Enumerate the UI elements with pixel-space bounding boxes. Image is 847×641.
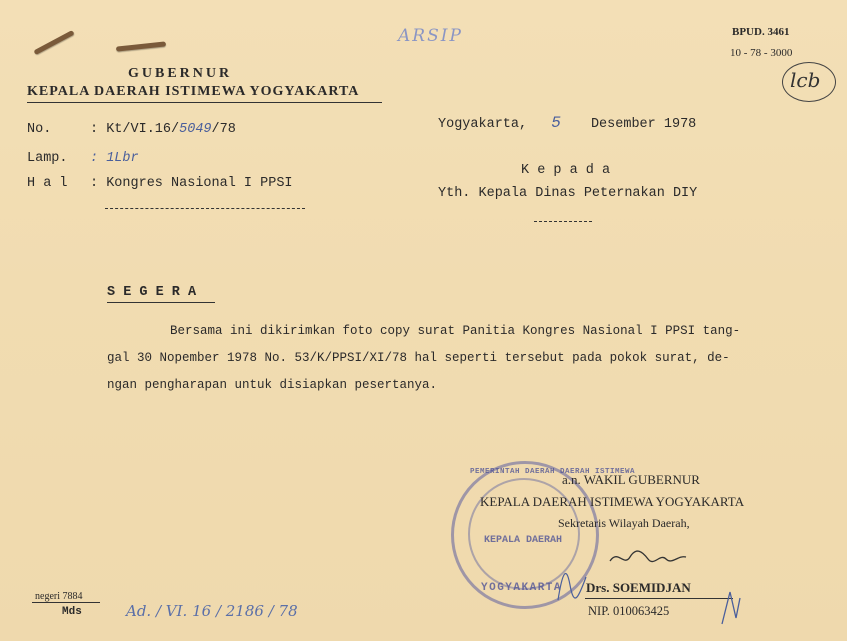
no-suffix: /78: [211, 122, 236, 137]
date-day: 5: [551, 114, 561, 132]
recipient-name: Yth. Kepala Dinas Peternakan DIY: [438, 186, 698, 201]
stamp-top-arc: PEMERINTAH DAERAH DAERAH ISTIMEWA: [470, 468, 636, 476]
footer-handwritten-ref: Ad. / VI. 16 / 2186 / 78: [126, 602, 298, 620]
letterhead-rule: [27, 102, 382, 103]
lamp-value: : 1Lbr: [90, 151, 139, 166]
form-code: BPUD. 3461: [732, 26, 790, 38]
signature-line-3: Sekretaris Wilayah Daerah,: [558, 516, 690, 530]
body-line-3: ngan pengharapan untuk disiapkan pesertanya.: [107, 378, 438, 392]
no-label: No.: [27, 122, 52, 137]
stamp-center: KEPALA DAERAH: [484, 535, 563, 546]
recipient-rule: [534, 221, 592, 222]
signature-rule: [585, 598, 733, 599]
signature-name: Drs. SOEMIDJAN: [586, 580, 691, 595]
staple-left: [33, 30, 74, 55]
signature-nip: NIP. 010063425: [588, 604, 670, 618]
hal-rule: [105, 208, 305, 209]
signature-line-1: a.n. WAKIL GUBERNUR: [562, 472, 700, 487]
staple-right: [116, 41, 166, 51]
letterhead-title: GUBERNUR: [128, 66, 233, 81]
letterhead-subtitle: KEPALA DAERAH ISTIMEWA YOGYAKARTA: [27, 84, 360, 99]
body-line-2: gal 30 Nopember 1978 No. 53/K/PPSI/XI/78 hal seperti tersebut pada pokok surat, de-: [107, 351, 730, 365]
date-line: [438, 114, 696, 132]
archive-note: ARSIP: [398, 26, 463, 46]
signature-scribble: [608, 545, 688, 574]
form-print: 10 - 78 - 3000: [730, 47, 793, 59]
handwritten-tag: lcb: [790, 68, 821, 92]
no-handwritten: 5049: [179, 122, 212, 137]
footer-code-rule: [32, 602, 100, 603]
no-prefix: : Kt/VI.16/: [90, 122, 180, 137]
segera-label: S E G E R A: [107, 285, 197, 300]
footer-code: negeri 7884: [35, 591, 83, 602]
date-month-year: Desember 1978: [590, 117, 697, 132]
body-line-1: Bersama ini dikirimkan foto copy surat Panitia Kongres Nasional I PPSI tang-: [170, 324, 741, 338]
kepada-label: K e p a d a: [521, 163, 611, 178]
no-value: [90, 122, 236, 137]
lamp-label: Lamp.: [27, 151, 68, 166]
segera-rule: [107, 302, 215, 303]
signature-line-2: KEPALA DAERAH ISTIMEWA YOGYAKARTA: [480, 494, 745, 509]
hal-value: : Kongres Nasional I PPSI: [90, 176, 293, 191]
nip-initial-mark: [716, 588, 744, 633]
hal-label: H a l: [27, 176, 68, 191]
stamp-bottom: YOGYAKARTA: [481, 582, 563, 594]
date-place: Yogyakarta,: [438, 117, 528, 132]
footer-mds: Mds: [62, 606, 82, 618]
